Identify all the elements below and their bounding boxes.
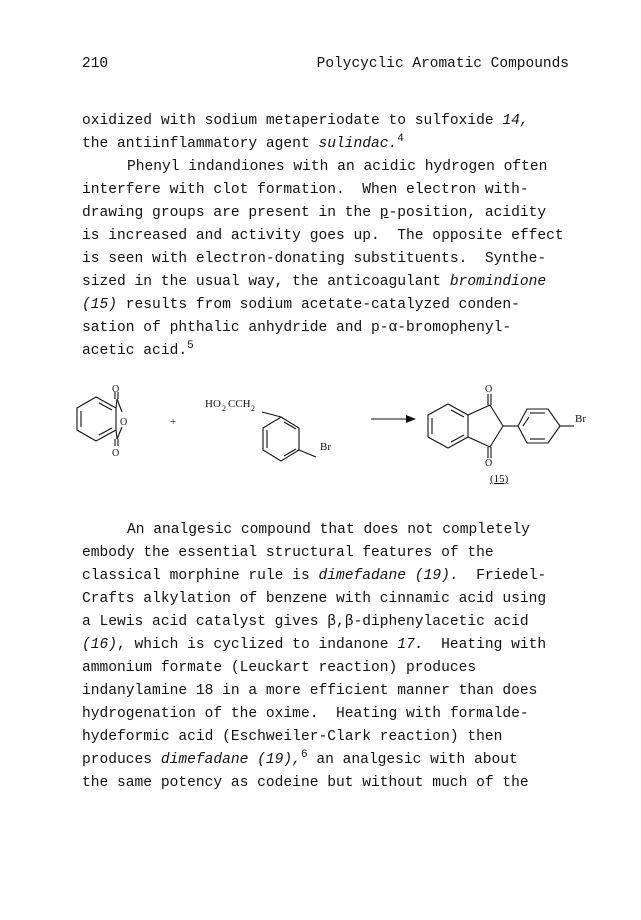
para3-line-1: An analgesic compound that does not completely <box>127 522 530 538</box>
para2-line-3: drawing groups are present in the p-position, acidity <box>82 205 547 221</box>
para3-line-8: indanylamine 18 in a more efficient manner than does <box>82 683 538 699</box>
para3-line-5: a Lewis acid catalyst gives β,β-diphenylacetic acid <box>82 614 529 630</box>
compound-label: (15) <box>490 473 509 485</box>
footnote-ref-5: 5 <box>187 340 194 352</box>
para3-line-9: hydrogenation of the oxime. Heating with formalde- <box>82 706 529 722</box>
reagent-formula-sub: 2 <box>222 404 226 413</box>
para3-line-4: Crafts alkylation of benzene with cinnamic acid using <box>82 591 547 607</box>
para1-line-1: oxidized with sodium metaperiodate to sulfoxide 14, <box>82 113 529 129</box>
para3-line-3: classical morphine rule is dimefadane (19). Friedel- <box>82 568 547 584</box>
para3-line-6: (16), which is cyclized to indanone 17. Heating with <box>82 637 547 653</box>
para3-line-11: produces dimefadane (19),$^6$ an analgesic with about <box>82 749 518 768</box>
arrow-head <box>406 415 416 423</box>
para3-line-7: ammonium formate (Leuckart reaction) produces <box>82 660 477 676</box>
bromo-label: Br <box>575 413 586 425</box>
para2-line-9: acetic acid.$^5$ <box>82 340 194 359</box>
carbonyl-o-label: O <box>112 448 120 459</box>
bromo-label: Br <box>320 441 331 453</box>
plus-sign: + <box>170 416 177 428</box>
para2-line-7: (15) results from sodium acetate-catalyzed conden- <box>82 297 520 313</box>
reagent-formula-cch: CCH <box>228 398 251 410</box>
reagent-formula-ho: HO <box>205 398 221 410</box>
para3-line-2: embody the essential structural features of the <box>82 545 494 561</box>
phthalic-anhydride-structure <box>77 392 122 446</box>
para2-line-2: interfere with clot formation. When electron with- <box>82 182 529 198</box>
ring-o-label: O <box>120 417 128 428</box>
bromindione-structure <box>428 394 574 458</box>
reaction-scheme <box>0 370 641 485</box>
para2-line-1: Phenyl indandiones with an acidic hydrogen often <box>127 159 548 175</box>
footnote-ref-6: 6 <box>300 749 308 761</box>
para3-line-10: hydeformic acid (Eschweiler-Clark reaction) then <box>82 729 503 745</box>
footnote-ref-4: 4 <box>397 133 404 145</box>
page-number: 210 <box>82 56 109 72</box>
para2-line-8: sation of phthalic anhydride and p-α-bromophenyl- <box>82 320 512 336</box>
carbonyl-o-label: O <box>112 384 120 395</box>
para2-line-5: is seen with electron-donating substituents. Synthe- <box>82 251 547 267</box>
carbonyl-o-label: O <box>485 384 493 395</box>
para2-line-6: sized in the usual way, the anticoagulant bromindione <box>82 274 547 290</box>
para1-line-2: the antiinflammatory agent sulindac.$^4$ <box>82 133 404 152</box>
bromophenylacetic-acid-structure <box>262 412 316 461</box>
carbonyl-o-label: O <box>485 458 493 469</box>
para3-line-12: the same potency as codeine but without much of the <box>82 775 529 791</box>
reagent-formula-sub: 2 <box>251 404 255 413</box>
running-title: Polycyclic Aromatic Compounds <box>316 56 569 72</box>
para2-line-4: is increased and activity goes up. The opposite effect <box>82 228 564 244</box>
